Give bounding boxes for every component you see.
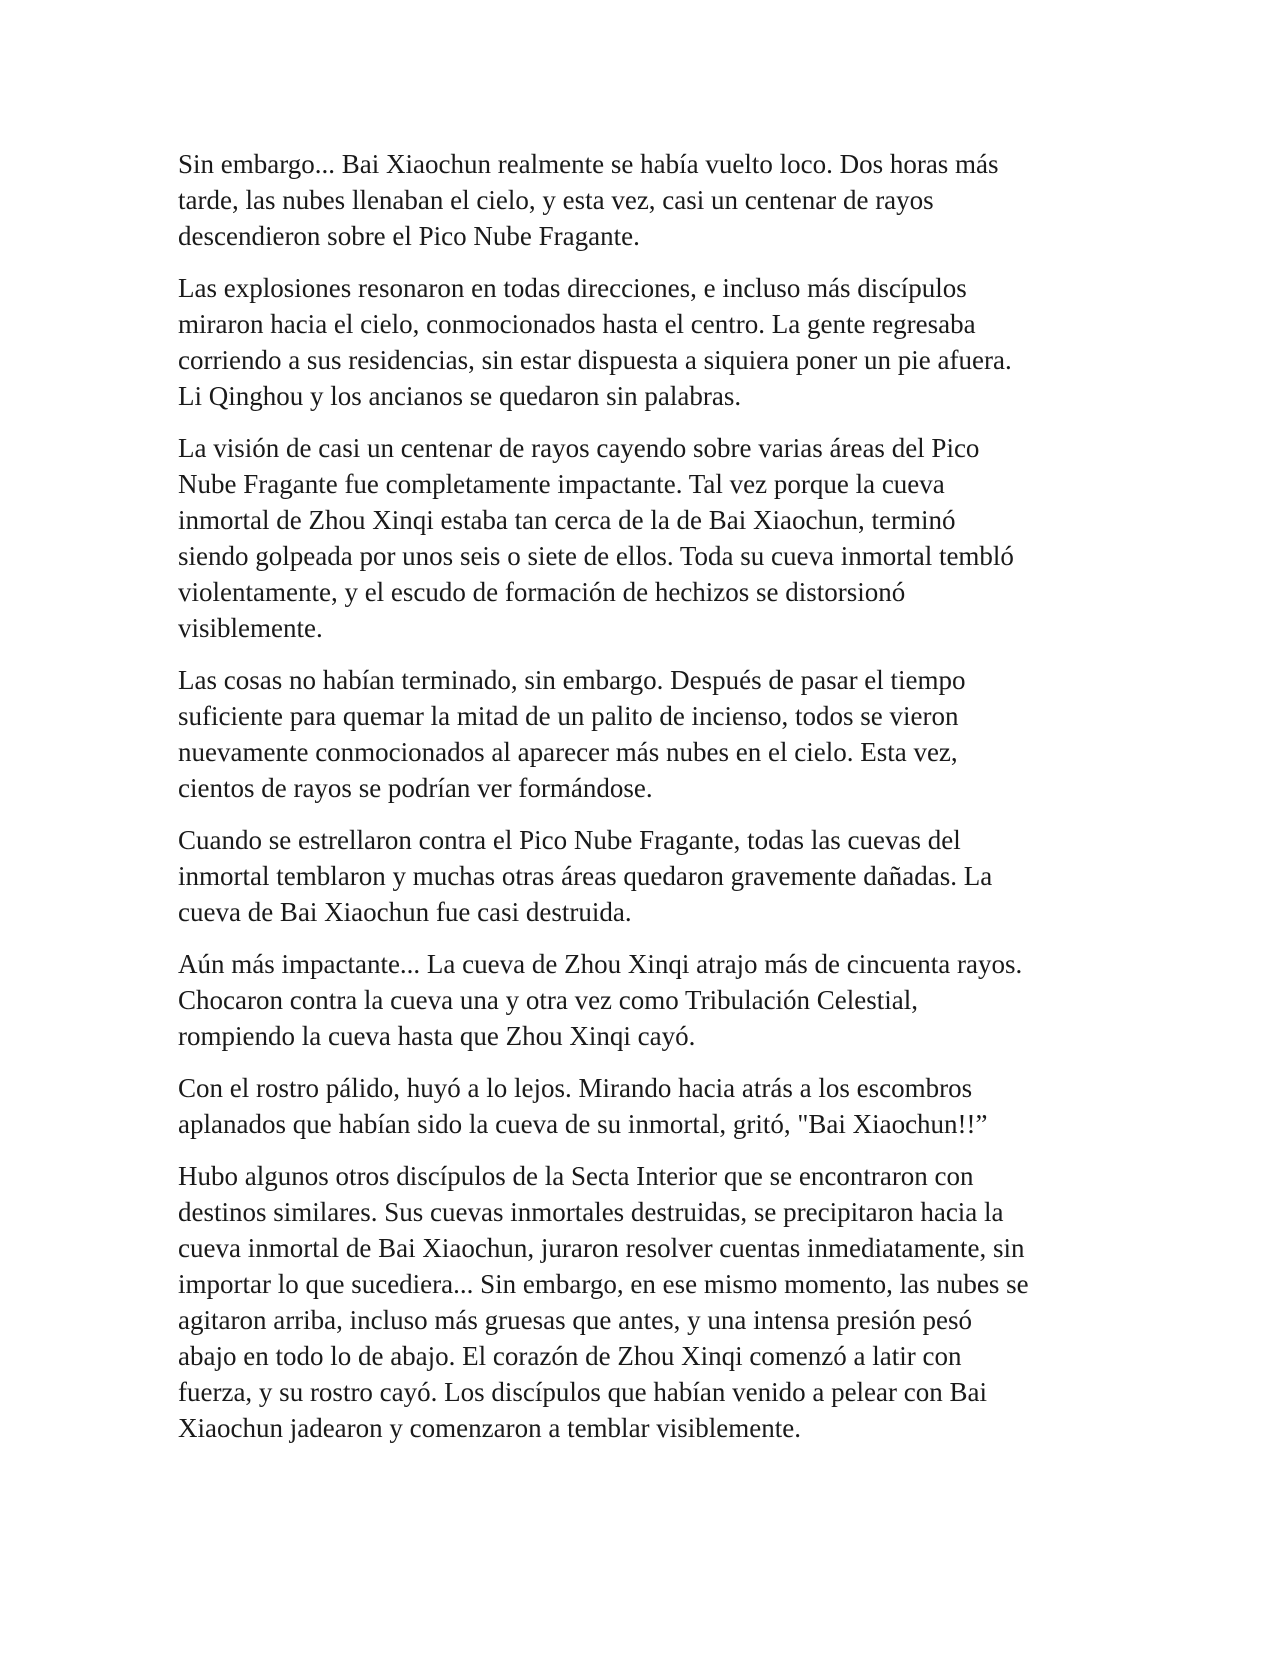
paragraph-7: [178, 1070, 1118, 1142]
text-line: siendo golpeada por unos seis o siete de ellos. Toda su cueva inmortal tembló: [178, 541, 1014, 571]
text-line: cueva inmortal de Bai Xiaochun, juraron resolver cuentas inmediatamente, sin: [178, 1233, 1025, 1263]
text-line: rompiendo la cueva hasta que Zhou Xinqi cayó.: [178, 1021, 696, 1051]
document-body: [178, 146, 1118, 1462]
text-line: suficiente para quemar la mitad de un palito de incienso, todos se vieron: [178, 701, 959, 731]
paragraph-1: [178, 146, 1118, 254]
text-line: Chocaron contra la cueva una y otra vez como Tribulación Celestial,: [178, 985, 919, 1015]
text-line: nuevamente conmocionados al aparecer más nubes en el cielo. Esta vez,: [178, 737, 958, 767]
text-line: aplanados que habían sido la cueva de su inmortal, gritó, "Bai Xiaochun!!”: [178, 1109, 988, 1139]
text-line: Li Qinghou y los ancianos se quedaron sin palabras.: [178, 381, 742, 411]
text-line: Nube Fragante fue completamente impactante. Tal vez porque la cueva: [178, 469, 945, 499]
text-line: Hubo algunos otros discípulos de la Secta Interior que se encontraron con: [178, 1161, 974, 1191]
text-line: La visión de casi un centenar de rayos cayendo sobre varias áreas del Pico: [178, 433, 980, 463]
text-line: abajo en todo lo de abajo. El corazón de Zhou Xinqi comenzó a latir con: [178, 1341, 962, 1371]
text-line: tarde, las nubes llenaban el cielo, y esta vez, casi un centenar de rayos: [178, 185, 934, 215]
text-line: agitaron arriba, incluso más gruesas que antes, y una intensa presión pesó: [178, 1305, 973, 1335]
text-line: Sin embargo... Bai Xiaochun realmente se había vuelto loco. Dos horas más: [178, 149, 999, 179]
text-line: destinos similares. Sus cuevas inmortales destruidas, se precipitaron hacia la: [178, 1197, 1004, 1227]
text-line: inmortal temblaron y muchas otras áreas quedaron gravemente dañadas. La: [178, 861, 993, 891]
paragraph-5: [178, 822, 1118, 930]
text-line: Con el rostro pálido, huyó a lo lejos. Mirando hacia atrás a los escombros: [178, 1073, 973, 1103]
text-line: inmortal de Zhou Xinqi estaba tan cerca de la de Bai Xiaochun, terminó: [178, 505, 956, 535]
paragraph-8: [178, 1158, 1118, 1446]
paragraph-3: [178, 430, 1118, 646]
text-line: miraron hacia el cielo, conmocionados hasta el centro. La gente regresaba: [178, 309, 976, 339]
text-line: cueva de Bai Xiaochun fue casi destruida.: [178, 897, 632, 927]
paragraph-2: [178, 270, 1118, 414]
paragraph-6: [178, 946, 1118, 1054]
text-line: visiblemente.: [178, 613, 323, 643]
text-line: cientos de rayos se podrían ver formándose.: [178, 773, 653, 803]
text-line: Las cosas no habían terminado, sin embargo. Después de pasar el tiempo: [178, 665, 966, 695]
text-line: corriendo a sus residencias, sin estar dispuesta a siquiera poner un pie afuera.: [178, 345, 1012, 375]
text-line: Xiaochun jadearon y comenzaron a temblar visiblemente.: [178, 1413, 802, 1443]
text-line: Cuando se estrellaron contra el Pico Nube Fragante, todas las cuevas del: [178, 825, 961, 855]
paragraph-4: [178, 662, 1118, 806]
text-line: Las explosiones resonaron en todas direcciones, e incluso más discípulos: [178, 273, 967, 303]
text-line: fuerza, y su rostro cayó. Los discípulos que habían venido a pelear con Bai: [178, 1377, 987, 1407]
text-line: descendieron sobre el Pico Nube Fragante.: [178, 221, 640, 251]
text-line: importar lo que sucediera... Sin embargo, en ese mismo momento, las nubes se: [178, 1269, 1029, 1299]
text-line: violentamente, y el escudo de formación de hechizos se distorsionó: [178, 577, 906, 607]
text-line: Aún más impactante... La cueva de Zhou Xinqi atrajo más de cincuenta rayos.: [178, 949, 1023, 979]
